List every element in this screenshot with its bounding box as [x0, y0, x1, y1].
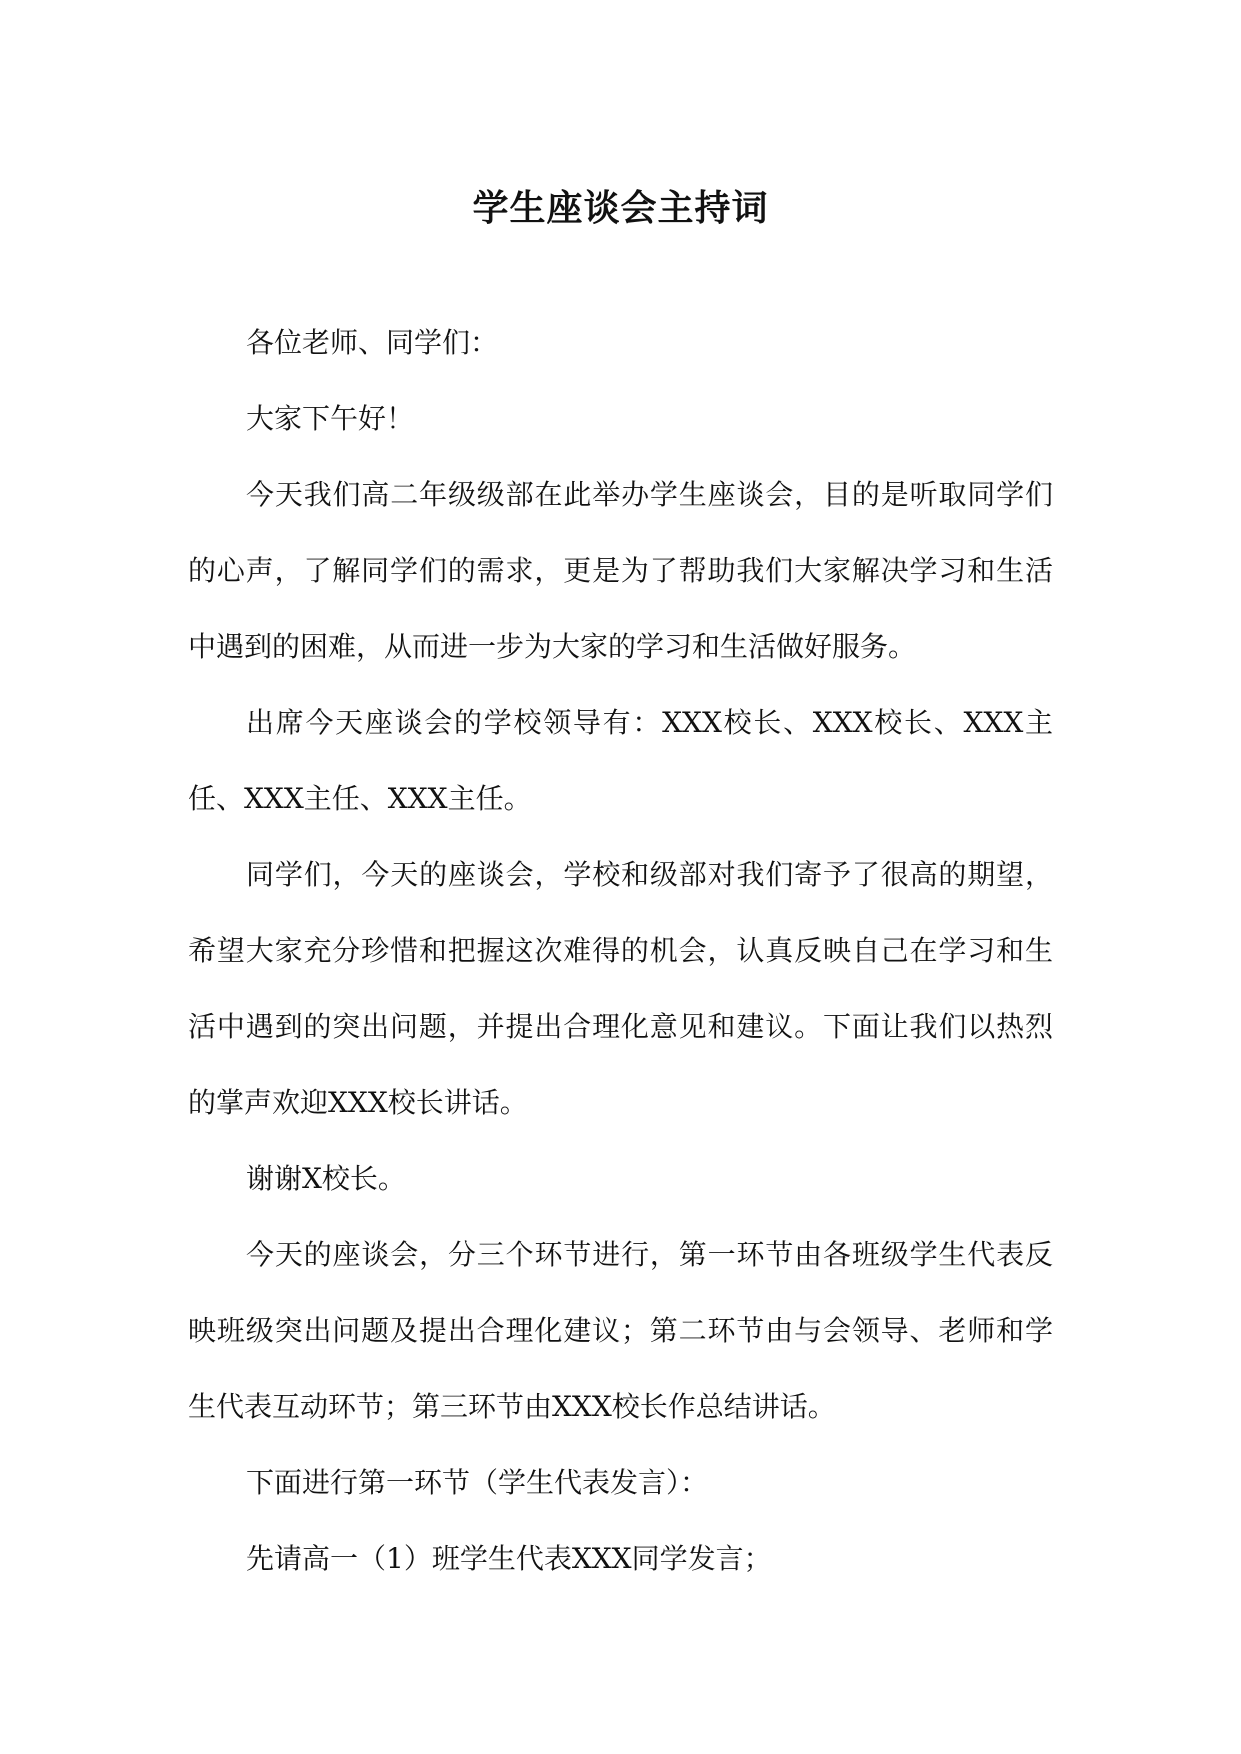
paragraph-purpose: 今天我们高二年级级部在此举办学生座谈会，目的是听取同学们的心声，了解同学们的需求，更是为了帮助我们大家解决学习和生活中遇到的困难，从而进一步为大家的学习和生活做好服务。 — [188, 478, 1053, 663]
paragraph-expectations: 同学们，今天的座谈会，学校和级部对我们寄予了很高的期望，希望大家充分珍惜和把握这次难得的机会，认真反映自己在学习和生活中遇到的突出问题，并提出合理化意见和建议。下面让我们以热烈的掌声欢迎XXX校长讲话。 — [188, 858, 1053, 1119]
paragraph-attending-leaders: 出席今天座谈会的学校领导有：XXX校长、XXX校长、XXX主任、XXX主任、XXX主任。 — [188, 706, 1053, 815]
document-title: 学生座谈会主持词 — [472, 187, 769, 229]
paragraph-first-section: 下面进行第一环节（学生代表发言）： — [246, 1466, 709, 1499]
document-body — [188, 305, 1053, 1597]
paragraph-agenda: 今天的座谈会，分三个环节进行，第一环节由各班级学生代表反映班级突出问题及提出合理化建议；第二环节由与会领导、老师和学生代表互动环节；第三环节由XXX校长作总结讲话。 — [188, 1238, 1053, 1423]
paragraph-first-speaker: 先请高一（1）班学生代表XXX同学发言； — [246, 1542, 772, 1575]
paragraph-thanks: 谢谢X校长。 — [246, 1162, 406, 1195]
paragraph-good-afternoon: 大家下午好！ — [246, 402, 415, 435]
paragraph-greeting: 各位老师、同学们： — [246, 326, 499, 359]
